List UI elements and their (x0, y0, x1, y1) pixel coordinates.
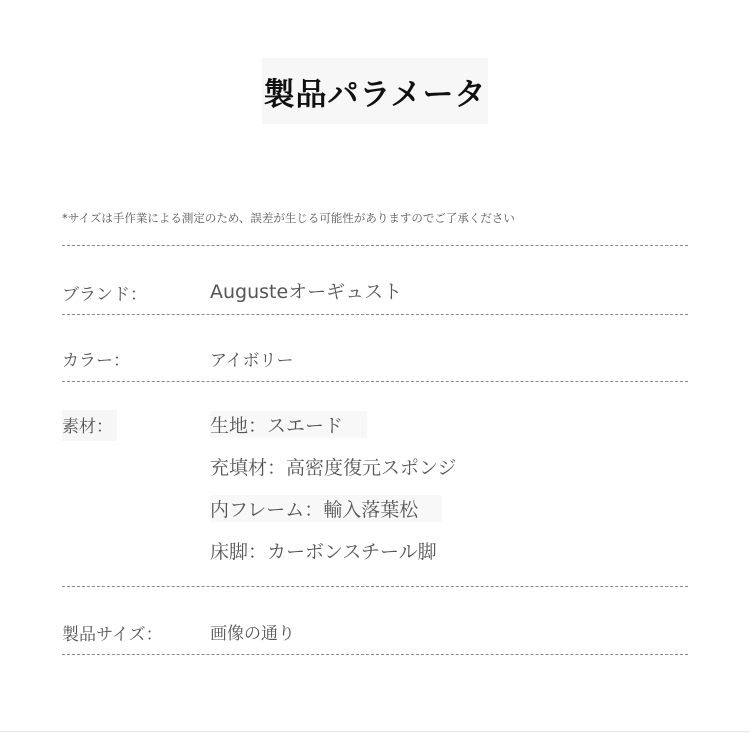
color-value: アイボリー (210, 351, 294, 371)
material-label: 素材： (62, 410, 117, 441)
material-value-legs: 床脚：カーボンスチール脚 (210, 541, 437, 563)
divider (62, 381, 688, 382)
divider (62, 314, 688, 315)
divider (62, 245, 688, 246)
brand-value: Augusteオーギュスト (210, 281, 403, 303)
divider (62, 654, 688, 655)
divider (62, 586, 688, 587)
size-label: 製品サイズ： (62, 625, 163, 645)
page-title: 製品パラメータ (263, 76, 487, 113)
material-value-fabric: 生地：スエード (210, 411, 367, 438)
color-label: カラー： (62, 351, 130, 371)
measurement-note: *サイズは手作業による測定のため、誤差が生じる可能性がありますのでご了承ください (62, 211, 515, 225)
brand-label: ブランド： (62, 285, 147, 305)
material-value-filling: 充填材：高密度復元スポンジ (210, 457, 457, 479)
title-block (262, 58, 488, 124)
size-value: 画像の通り (210, 624, 295, 644)
material-value-frame: 内フレーム：輸入落葉松 (210, 495, 442, 522)
page-bottom-edge (0, 731, 750, 732)
